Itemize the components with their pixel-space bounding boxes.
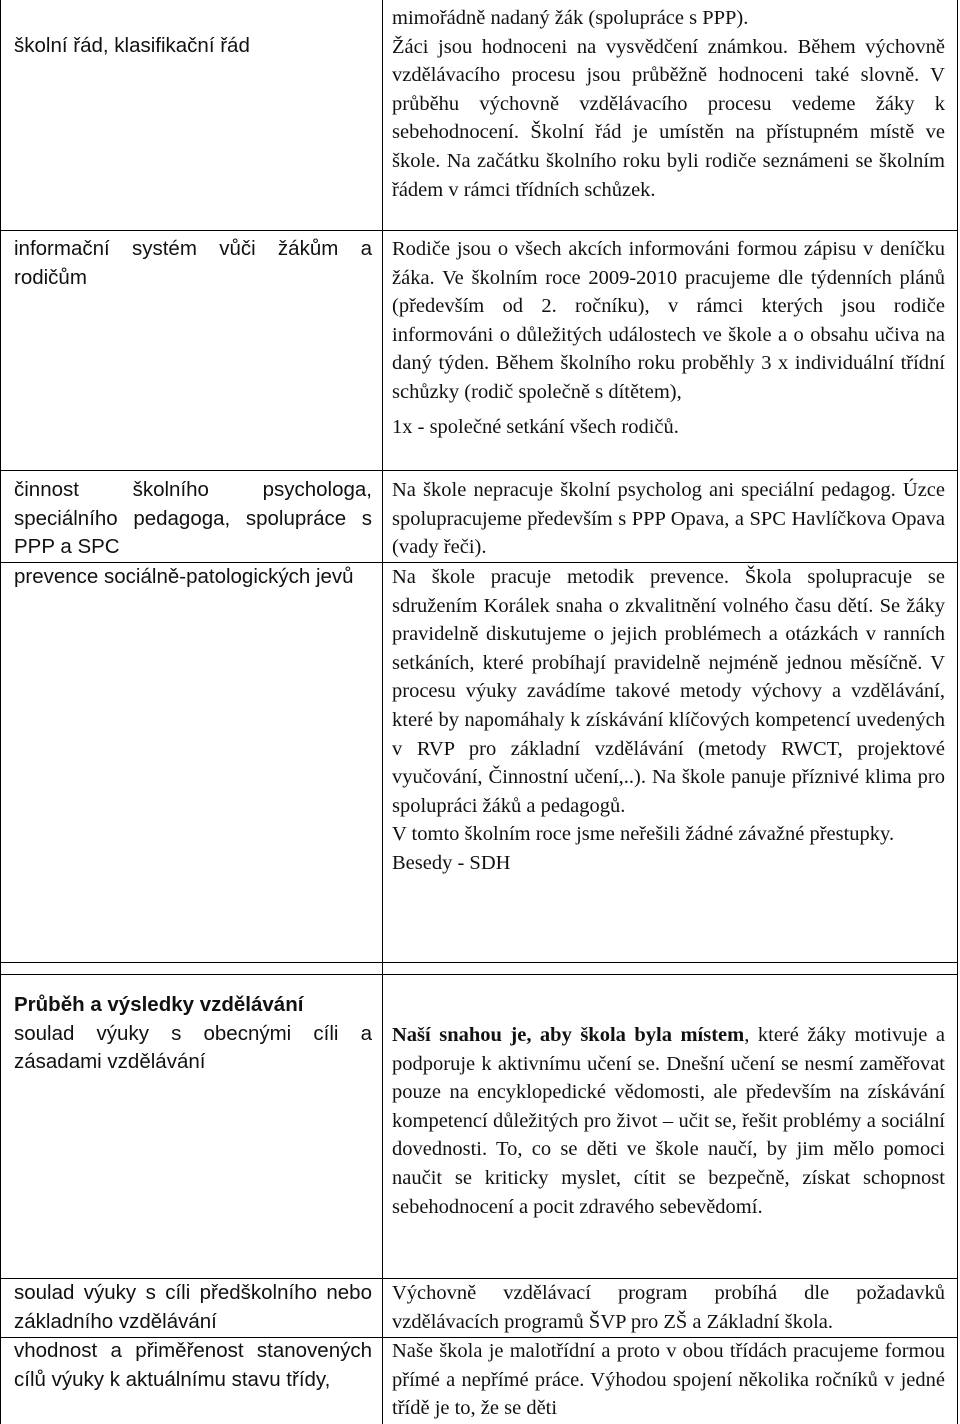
row-label-text: vhodnost a přiměřenost stanovených cílů výuky k aktuálnímu stavu třídy, [14, 1339, 372, 1391]
row-label-text: činnost školního psychologa, speciálního pedagoga, spolupráce s PPP a SPC [14, 478, 372, 559]
row-label-preschool-goals [14, 1279, 372, 1336]
row-content-text: 1x - společné setkání všech rodičů. [392, 415, 679, 438]
row-content-text: Žáci jsou hodnoceni na vysvědčení známkou. Během výchovně vzdělávacího procesu jsou průběžně hodnoceni také slovně. V průběhu výchovně vzdělávacího procesu vedeme žáky k sebehodnocení. Školní řád je umístěn na přístupném místě ve škole. Na začátku školního roku byli rodiče seznámeni se školním řádem v rámci třídních schůzek. [392, 35, 945, 201]
row-content-text: V tomto školním roce jsme neřešili žádné závažné přestupky. [392, 823, 895, 846]
row-content-psychologist [392, 476, 945, 562]
row-label-prevention [14, 563, 372, 592]
row-content-text: Besedy - SDH [392, 851, 511, 874]
row-content-appropriateness [392, 1337, 945, 1423]
row-content-text: mimořádně nadaný žák (spolupráce s PPP). [392, 7, 749, 29]
table-column-divider [382, 0, 383, 1424]
row-content-text [392, 1021, 945, 1221]
row-label-education-goals [14, 991, 372, 1077]
row-label-school-rules [14, 32, 372, 61]
row-divider [0, 962, 958, 963]
row-content-text: Na škole pracuje metodik prevence. Škola spolupracuje se sdružením Korálek snaha o zkvalitnění volného času dětí. Se žáky pravidelně diskutujeme o jejich problémech a otázkách v ranních setkáních, které probíhají pravidelně nejméně jednou měsíčně. V procesu výuky zavádíme takové metody výchovy a vzdělávání, které by napomáhaly k získávání klíčových kompetencí uvedených v RVP pro základní vzdělávání (metody RWCT, projektové vyučování, Činnostní učení,..). Na škole panuje příznivé klima pro spolupráci žáků a pedagogů. [392, 566, 945, 817]
row-label-text: soulad výuky s cíli předškolního nebo základního vzdělávání [14, 1281, 372, 1333]
row-content-school-rules [392, 4, 945, 204]
row-label-text: školní řád, klasifikační řád [14, 34, 250, 57]
row-label-psychologist [14, 476, 372, 562]
row-label-text: informační systém vůči žákům a rodičům [14, 237, 372, 289]
row-content-text: Na škole nepracuje školní psycholog ani speciální pedagog. Úzce spolupracujeme především s PPP Opava, a SPC Havlíčkova Opava (vady řeči). [392, 479, 945, 559]
row-content-text: Rodiče jsou o všech akcích informováni formou zápisu v deníčku žáka. Ve školním roce 2009-2010 pracujeme dle týdenních plánů (především od 2. ročníku), v rámci kterých jsou rodiče informováni o důležitých událostech ve škole a o obsahu učiva na daný týden. Během školního roku proběhly 3 x individuální třídní schůzky (rodič společně s dítětem), [392, 238, 945, 403]
row-divider [0, 974, 958, 975]
section-title: Průběh a výsledky vzdělávání [14, 993, 304, 1016]
row-content-text: Naše škola je malotřídní a proto v obou třídách pracujeme formou přímé a nepřímé práce. Výhodou spojení několika ročníků v jedné třídě je to, že se děti [392, 1340, 945, 1420]
emphasis-text: Naší snahou je, aby škola byla místem [392, 1024, 745, 1046]
row-content-text-rest: , které žáky motivuje a podporuje k aktivnímu učení se. Dnešní učení se nesmí zaměřovat pouze na encyklopedické vědomosti, ale především na získávání kompetencí důležitých pro život – učit se, řešit problémy a sociální dovednosti. To, co se děti ve škole naučí, by jim mělo pomoci naučit se kriticky myslet, cítit se bezpečně, získat schopnost sebehodnocení a pocit zdravého sebevědomí. [392, 1024, 945, 1218]
row-content-preschool-goals [392, 1279, 945, 1336]
row-divider [0, 230, 382, 231]
table-border-left [0, 0, 1, 1424]
row-label-text: soulad výuky s obecnými cíli a zásadami vzdělávání [14, 1021, 372, 1074]
row-content-text: Výchovně vzdělávací program probíhá dle požadavků vzdělávacích programů ŠVP pro ZŠ a Základní škola. [392, 1282, 945, 1333]
row-divider [0, 470, 958, 471]
row-content-prevention [392, 563, 945, 878]
row-label-appropriateness [14, 1337, 372, 1394]
row-content-information-system [392, 235, 945, 441]
row-divider [382, 230, 957, 231]
table-border-right [957, 0, 958, 1424]
row-content-education-goals [392, 1021, 945, 1221]
row-label-information-system [14, 235, 372, 292]
row-label-text: prevence sociálně-patologických jevů [14, 565, 354, 588]
